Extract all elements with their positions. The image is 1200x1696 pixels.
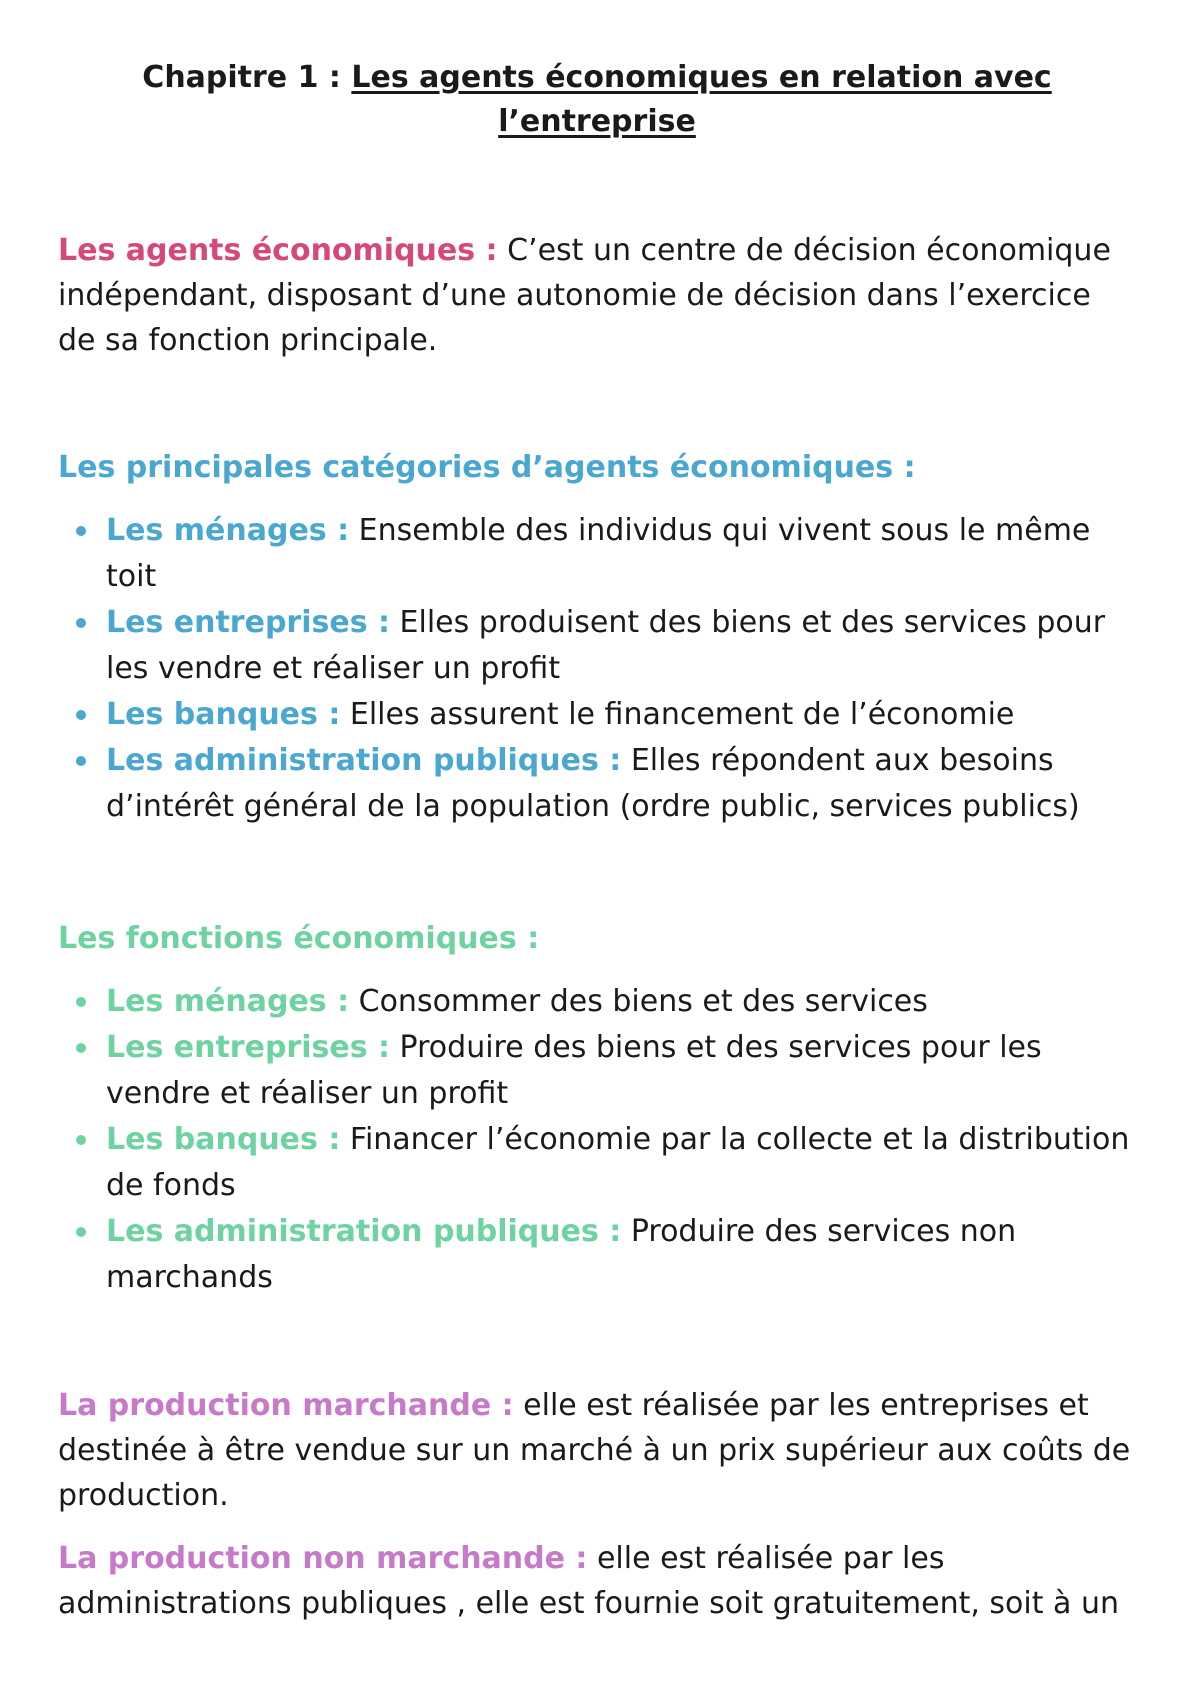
- title-prefix: Chapitre 1 :: [142, 60, 352, 95]
- item-lead: Les entreprises :: [106, 605, 391, 640]
- item-lead: Les administration publiques :: [106, 743, 622, 778]
- categories-list: [58, 508, 1136, 830]
- agents-definition: [58, 228, 1136, 363]
- list-item: [106, 600, 1136, 692]
- bullet-icon: [76, 1227, 86, 1237]
- list-item: [106, 508, 1136, 600]
- list-item: [106, 1117, 1136, 1209]
- bullet-icon: [76, 526, 86, 536]
- bullet-icon: [76, 997, 86, 1007]
- production-marchande-lead: La production marchande :: [58, 1388, 514, 1423]
- item-text: Elles assurent le financement de l’économie: [340, 697, 1015, 732]
- production-non-marchande-lead: La production non marchande :: [58, 1541, 588, 1576]
- production-non-marchande-text: elle est réalisée par les administrations publiques , elle est fournie soit gratuitement, soit à un: [58, 1541, 1119, 1621]
- item-text: Financer l’économie par la collecte et la distribution de fonds: [106, 1122, 1130, 1203]
- bullet-icon: [76, 618, 86, 628]
- bullet-icon: [76, 710, 86, 720]
- item-lead: Les ménages :: [106, 984, 350, 1019]
- functions-heading: Les fonctions économiques :: [58, 921, 540, 956]
- item-lead: Les administration publiques :: [106, 1214, 622, 1249]
- agents-definition-lead: Les agents économiques :: [58, 233, 498, 268]
- item-lead: Les banques :: [106, 1122, 341, 1157]
- item-text: Produire des biens et des services pour les vendre et réaliser un profit: [106, 1030, 1042, 1111]
- bullet-icon: [76, 1135, 86, 1145]
- item-text: Ensemble des individus qui vivent sous le même toit: [106, 513, 1091, 594]
- list-item: [106, 692, 1136, 738]
- bullet-icon: [76, 1043, 86, 1053]
- list-item: [106, 738, 1136, 830]
- agents-definition-text: C’est un centre de décision économique indépendant, disposant d’une autonomie de décision dans l’exercice de sa fonction principale.: [58, 233, 1111, 358]
- title-underlined: Les agents économiques en relation avec l’entreprise: [351, 60, 1052, 139]
- item-text: Elles produisent des biens et des services pour les vendre et réaliser un profit: [106, 605, 1106, 686]
- bullet-icon: [76, 756, 86, 766]
- page-title: [58, 56, 1136, 144]
- list-item: [106, 1025, 1136, 1117]
- item-lead: Les entreprises :: [106, 1030, 391, 1065]
- production-marchande: [58, 1383, 1136, 1518]
- production-marchande-text: elle est réalisée par les entreprises et destinée à être vendue sur un marché à un prix supérieur aux coûts de production.: [58, 1388, 1131, 1513]
- list-item: [106, 979, 1136, 1025]
- functions-list: [58, 979, 1136, 1301]
- production-non-marchande: [58, 1536, 1136, 1626]
- item-lead: Les banques :: [106, 697, 341, 732]
- categories-heading: Les principales catégories d’agents économiques :: [58, 450, 916, 485]
- item-text: Produire des services non marchands: [106, 1214, 1017, 1295]
- item-text: Consommer des biens et des services: [349, 984, 928, 1019]
- item-lead: Les ménages :: [106, 513, 350, 548]
- item-text: Elles répondent aux besoins d’intérêt général de la population (ordre public, services publics): [106, 743, 1080, 824]
- list-item: [106, 1209, 1136, 1301]
